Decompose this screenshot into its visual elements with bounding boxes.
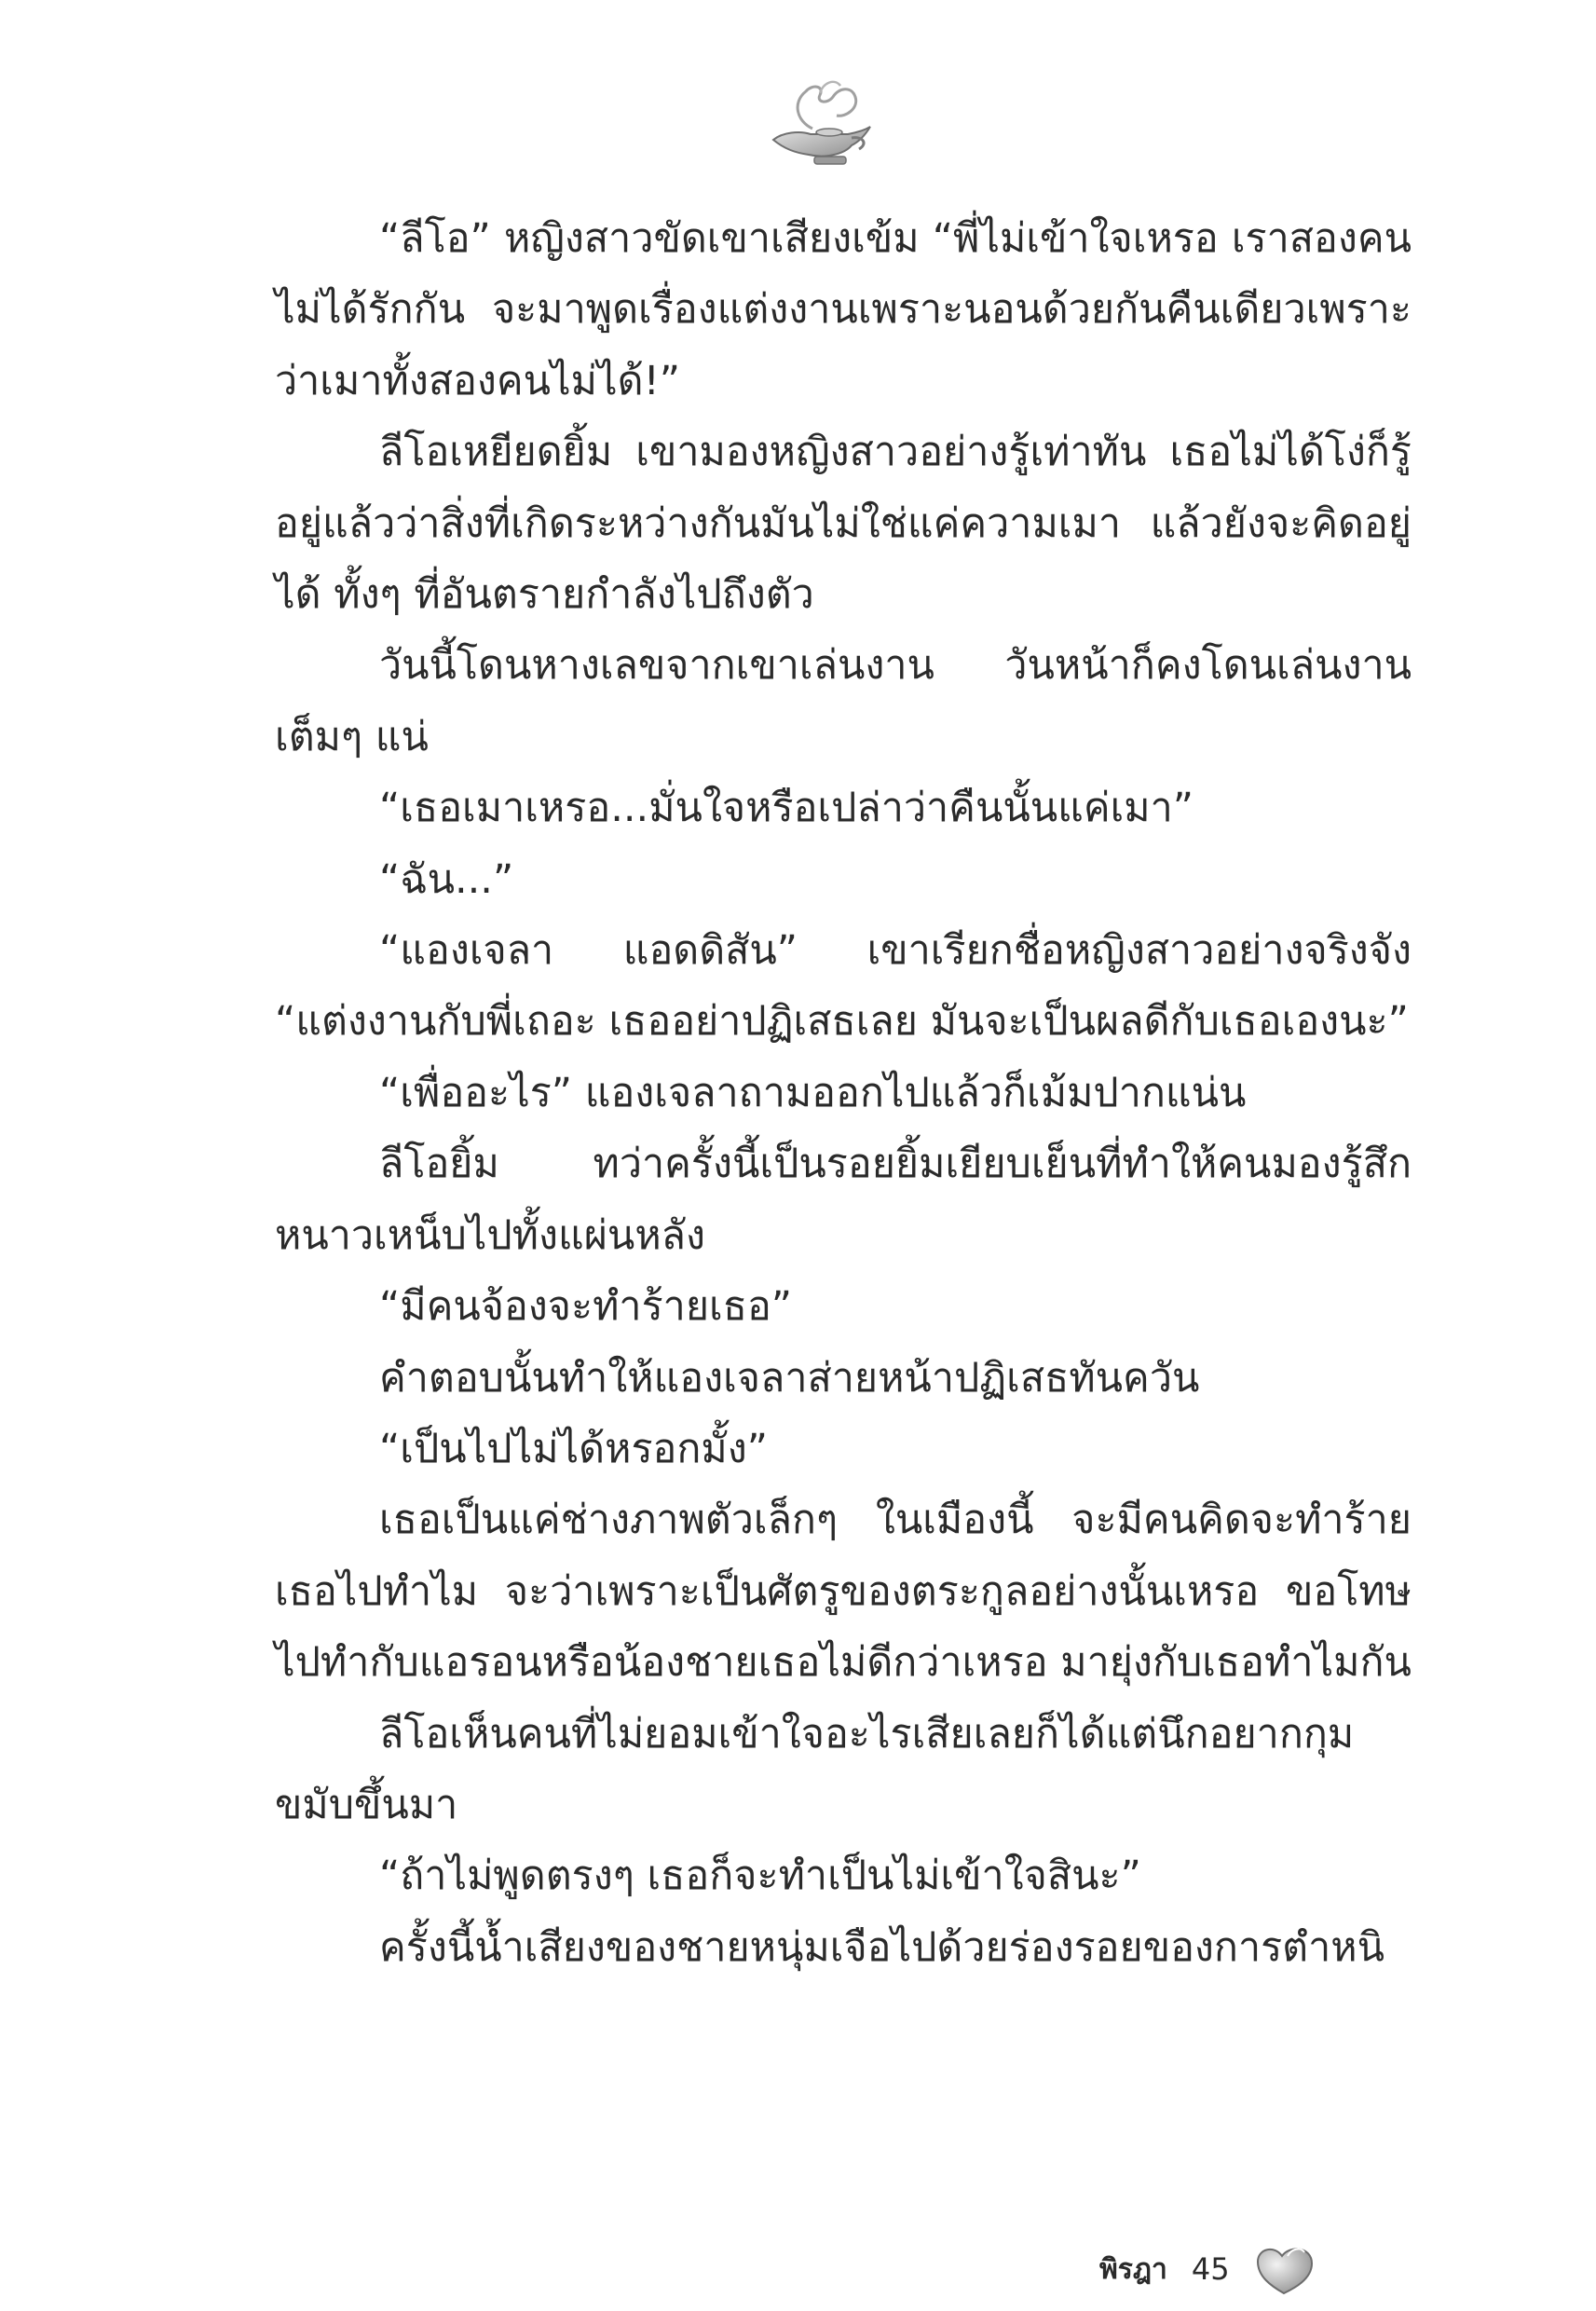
paragraph: “เพื่ออะไร” แองเจลาถามออกไปแล้วก็เม้มปากแน่น [379,1069,1247,1116]
paragraph: ลีโอเห็นคนที่ไม่ยอมเข้าใจอะไรเสียเลยก็ได้แต่นึกอยากกุมขมับขึ้นมา [275,1710,1355,1828]
paragraph: “ฉัน...” [379,855,514,903]
paragraph: “แองเจลา แอดดิสัน” เขาเรียกชื่อหญิงสาวอย่างจริงจัง “แต่งงานกับพี่เถอะ เธออย่าปฏิเสธเลย มันจะเป็นผลดีกับเธอเองนะ” [275,927,1412,1046]
paragraph: “เป็นไปไม่ได้หรอกมั้ง” [379,1425,769,1472]
heart-ornament-icon [1250,2243,1321,2295]
paragraph: ครั้งนี้น้ำเสียงของชายหนุ่มเจือไปด้วยร่องรอยของการตำหนิ [379,1923,1385,1971]
paragraph: “ลีโอ” หญิงสาวขัดเขาเสียงเข้ม “พี่ไม่เข้าใจเหรอ เราสองคนไม่ได้รักกัน จะมาพูดเรื่องแต่งงานเพราะนอนด้วยกันคืนเดียวเพราะว่าเมาทั้งสองคนไม่ได้!” [275,215,1412,404]
paragraph: คำตอบนั้นทำให้แองเจลาส่ายหน้าปฏิเสธทันควัน [379,1354,1200,1402]
paragraph: ลีโอเหยียดยิ้ม เขามองหญิงสาวอย่างรู้เท่าทัน เธอไม่ได้โง่ก็รู้อยู่แล้วว่าสิ่งที่เกิดระหว่างกันมันไม่ใช่แค่ความเมา แล้วยังจะคิดอยู่ได้ ทั้งๆ ที่อันตรายกำลังไปถึงตัว [275,429,1412,619]
paragraph: ลีโอยิ้ม ทว่าครั้งนี้เป็นรอยยิ้มเยียบเย็นที่ทำให้คนมองรู้สึกหนาวเหน็บไปทั้งแผ่นหลัง [275,1141,1412,1259]
paragraph: เธอเป็นแค่ช่างภาพตัวเล็กๆ ในเมืองนี้ จะมีคนคิดจะทำร้ายเธอไปทำไม จะว่าเพราะเป็นศัตรูของตระกูลอย่างนั้นเหรอ ขอโทษไปทำกับแอรอนหรือน้องชายเธอไม่ดีกว่าเหรอ มายุ่งกับเธอทำไมกัน [275,1497,1412,1687]
book-title: พิรฎา [1099,2252,1167,2286]
page-footer [1099,2241,1321,2297]
paragraph: “มีคนจ้องจะทำร้ายเธอ” [379,1283,793,1331]
paragraph: “ถ้าไม่พูดตรงๆ เธอก็จะทำเป็นไม่เข้าใจสินะ” [379,1853,1141,1900]
paragraph: วันนี้โดนหางเลขจากเขาเล่นงาน วันหน้าก็คงโดนเล่นงานเต็มๆ แน่ [275,642,1412,760]
paragraph: “เธอเมาเหรอ...มั่นใจหรือเปล่าว่าคืนนั้นแค่เมา” [379,785,1194,832]
page-number: 45 [1191,2251,1230,2287]
magic-lamp-icon [755,75,885,177]
body-text [275,203,1412,1983]
